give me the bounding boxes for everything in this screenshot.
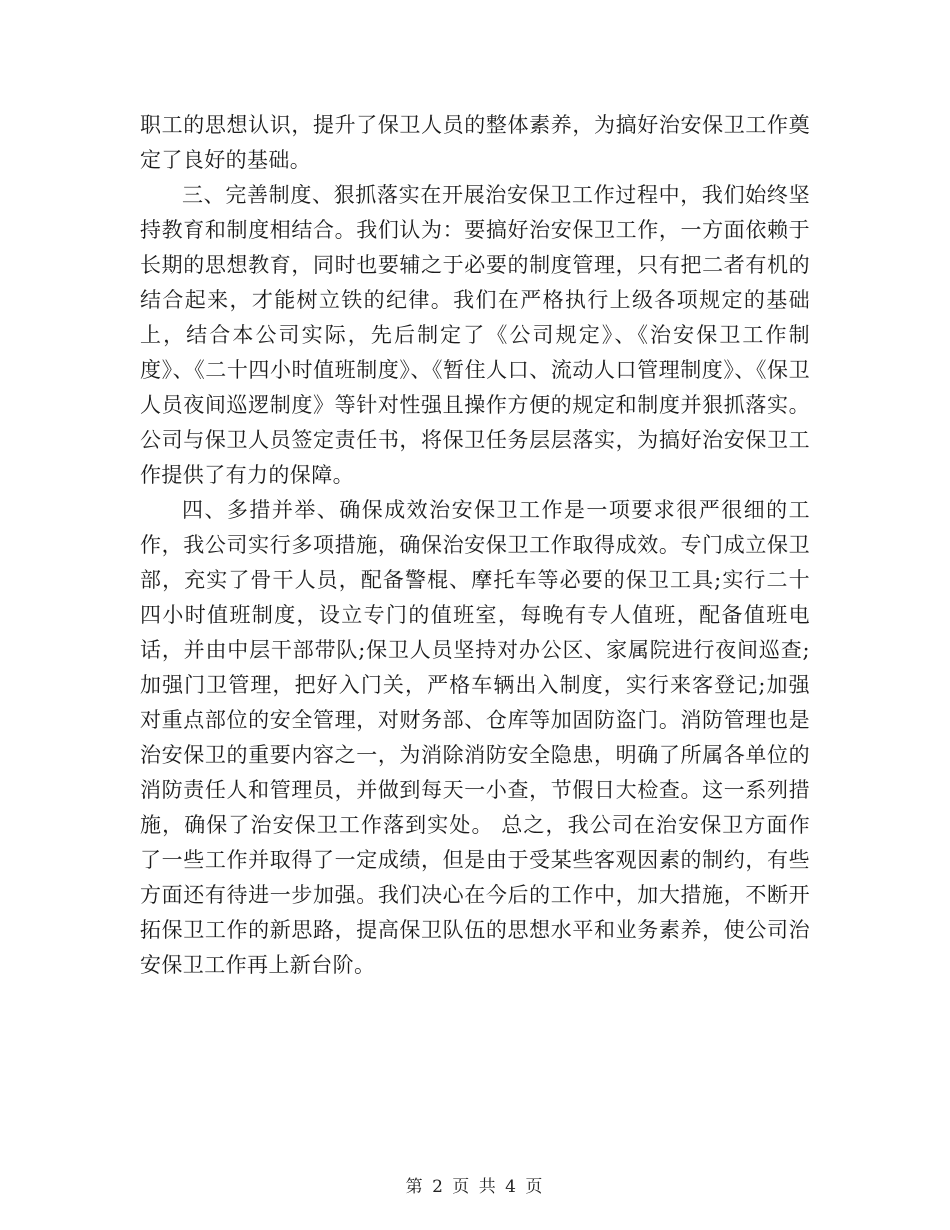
- page-number-footer: 第 2 页 共 4 页: [405, 1177, 545, 1197]
- paragraph-section-three: 三、完善制度、狠抓落实在开展治安保卫工作过程中，我们始终坚持教育和制度相结合。我们认为：要搞好治安保卫工作，一方面依赖于长期的思想教育，同时也要辅之于必要的制度管理，只有把二者有机的结合起来，才能树立铁的纪律。我们在严格执行上级各项规定的基础上，结合本公司实际，先后制定了《公司规定》、《治安保卫工作制度》、《二十四小时值班制度》、《暂住人口、流动人口管理制度》、《保卫人员夜间巡逻制度》等针对性强且操作方便的规定和制度并狠抓落实。公司与保卫人员签定责任书，将保卫任务层层落实，为搞好治安保卫工作提供了有力的保障。: [140, 183, 810, 487]
- paragraph-section-four: 四、多措并举、确保成效治安保卫工作是一项要求很严很细的工作，我公司实行多项措施，确保治安保卫工作取得成效。专门成立保卫部，充实了骨干人员，配备警棍、摩托车等必要的保卫工具;实行二十四小时值班制度，设立专门的值班室，每晚有专人值班，配备值班电话，并由中层干部带队;保卫人员坚持对办公区、家属院进行夜间巡查;加强门卫管理，把好入门关，严格车辆出入制度，实行来客登记;加强对重点部位的安全管理，对财务部、仓库等加固防盗门。消防管理也是治安保卫的重要内容之一，为消除消防安全隐患，明确了所属各单位的消防责任人和管理员，并做到每天一小查，节假日大检查。这一系列措施，确保了治安保卫工作落到实处。 总之，我公司在治安保卫方面作了一些工作并取得了一定成绩，但是由于受某些客观因素的制约，有些方面还有待进一步加强。我们决心在今后的工作中，加大措施，不断开拓保卫工作的新思路，提高保卫队伍的思想水平和业务素养，使公司治安保卫工作再上新台阶。: [140, 498, 810, 977]
- paragraph-continuation: 职工的思想认识，提升了保卫人员的整体素养，为搞好治安保卫工作奠定了良好的基础。: [140, 113, 810, 172]
- document-body: [140, 108, 810, 983]
